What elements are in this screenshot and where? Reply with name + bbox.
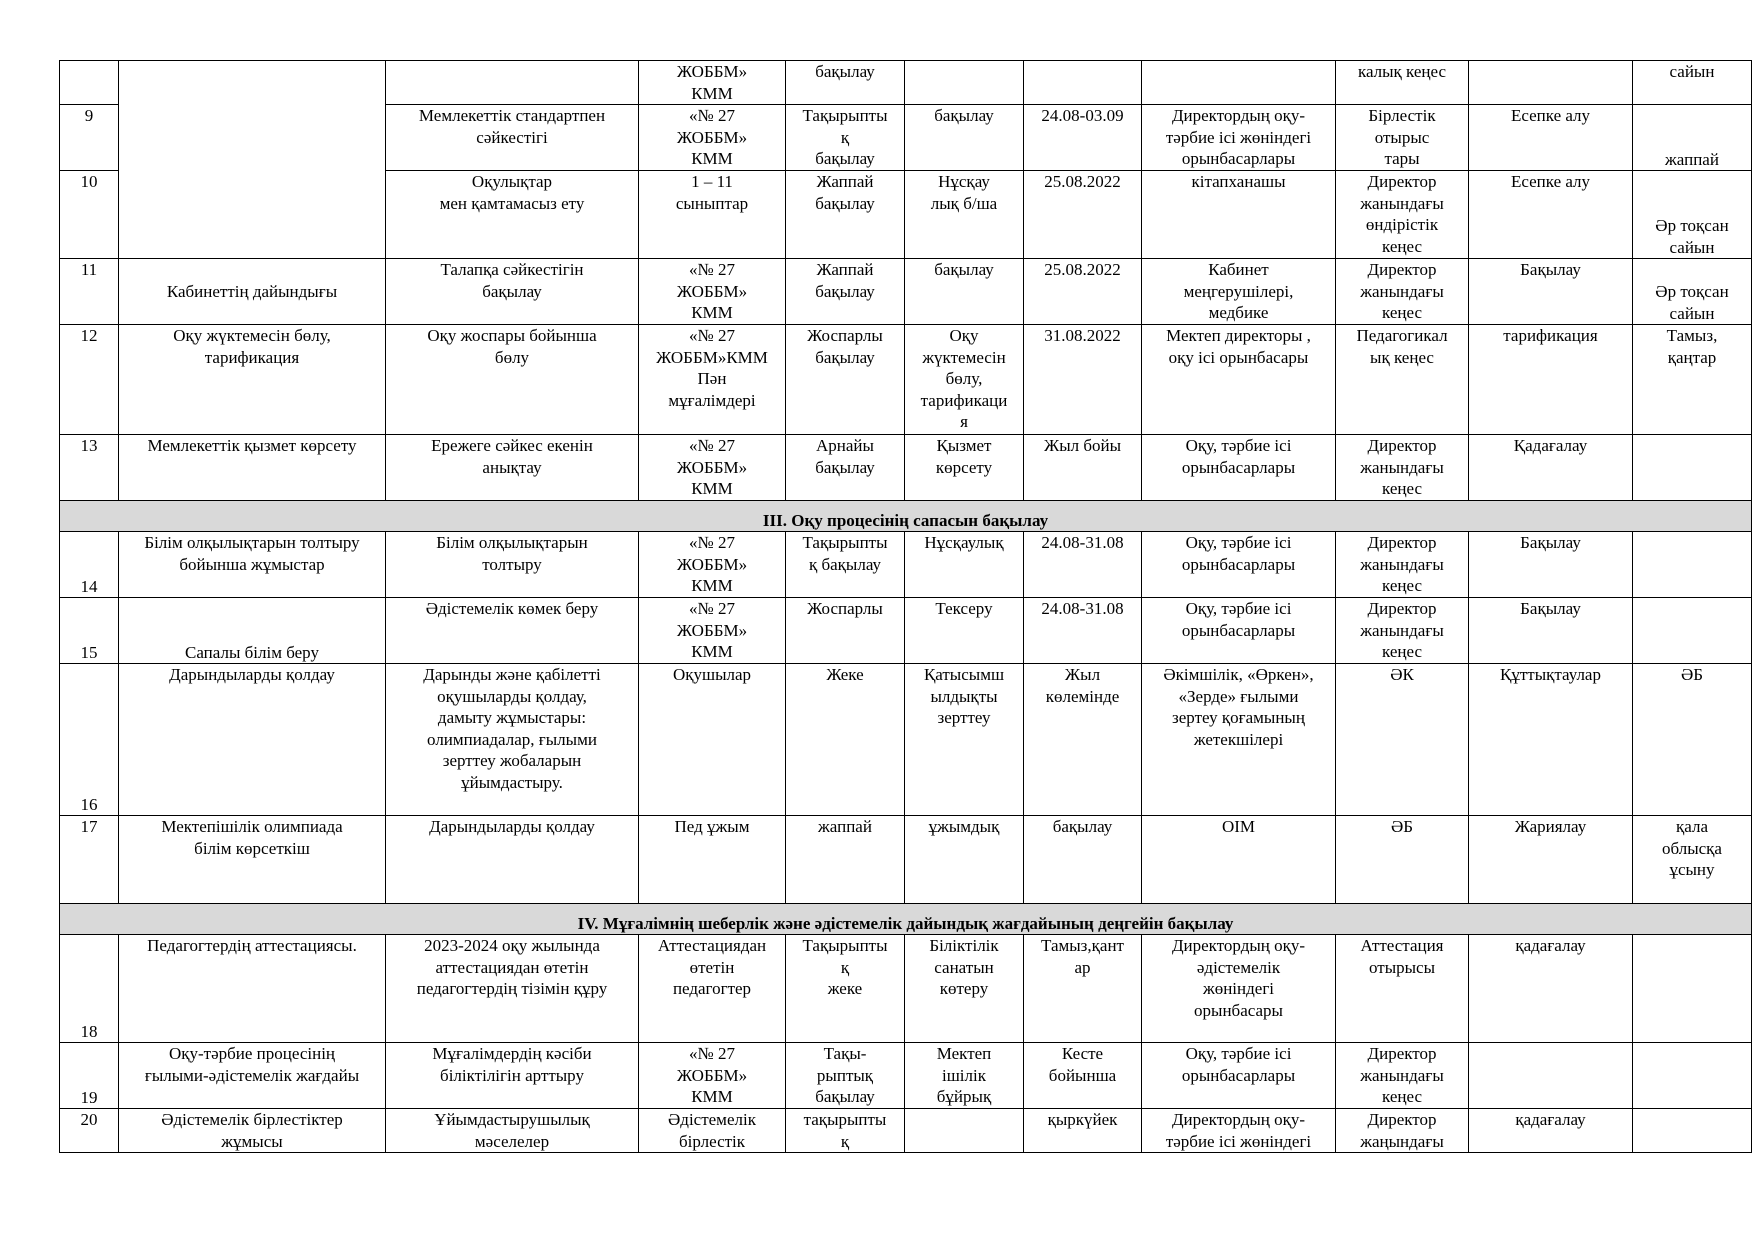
cell-method: Қатысымш ылдықты зерттеу <box>905 664 1024 816</box>
cell-date: 24.08-03.09 <box>1024 105 1142 171</box>
cell-object: «№ 27 ЖОББМ» КММ <box>639 105 786 171</box>
cell-where-heard: Педагогикал ық кеңес <box>1336 325 1469 435</box>
cell-content: Білім олқылықтарын толтыру <box>386 532 639 598</box>
cell-responsible: Кабинет меңгерушілері, медбике <box>1142 259 1336 325</box>
cell-object: «№ 27 ЖОББМ» КММ <box>639 598 786 664</box>
cell-frequency <box>1633 935 1752 1043</box>
cell-frequency: Әр тоқсан сайын <box>1633 171 1752 259</box>
cell-object: «№ 27 ЖОББМ» КММ <box>639 259 786 325</box>
cell-area <box>119 61 386 259</box>
cell-date: Жыл көлемінде <box>1024 664 1142 816</box>
cell-where-heard: калық кеңес <box>1336 61 1469 105</box>
cell-responsible: Оқу, тәрбие ісі орынбасарлары <box>1142 1043 1336 1109</box>
cell-where-heard: Директор жанындағы кеңес <box>1336 259 1469 325</box>
cell-object: ЖОББМ» КММ <box>639 61 786 105</box>
cell-content: Мұғалімдердің кәсіби біліктілігін арттыру <box>386 1043 639 1109</box>
cell-date: бақылау <box>1024 816 1142 904</box>
cell-content: Дарындыларды қолдау <box>386 816 639 904</box>
section-title: III. Оқу процесінің сапасын бақылау <box>60 501 1752 532</box>
cell-method <box>905 1109 1024 1153</box>
cell-type: Жаппай бақылау <box>786 259 905 325</box>
cell-where-heard: Директор жанындағы кеңес <box>1336 1043 1469 1109</box>
cell-type: Жоспарлы бақылау <box>786 325 905 435</box>
cell-where-heard: Директор жаңындағы <box>1336 1109 1469 1153</box>
cell-area: Білім олқылықтарын толтыру бойынша жұмыстар <box>119 532 386 598</box>
cell-frequency <box>1633 532 1752 598</box>
cell-decision: Бақылау <box>1469 598 1633 664</box>
cell-frequency: қала облысқа ұсыну <box>1633 816 1752 904</box>
cell-type: Арнайы бақылау <box>786 435 905 501</box>
cell-area: Педагогтердің аттестациясы. <box>119 935 386 1043</box>
cell-frequency: Тамыз, қаңтар <box>1633 325 1752 435</box>
cell-decision: Құттықтаулар <box>1469 664 1633 816</box>
cell-responsible: Директордың оқу- әдістемелік жөніндегі орынбасары <box>1142 935 1336 1043</box>
cell-number: 15 <box>60 598 119 664</box>
cell-number: 19 <box>60 1043 119 1109</box>
cell-decision <box>1469 1043 1633 1109</box>
cell-method: Тексеру <box>905 598 1024 664</box>
cell-content: Ұйымдастырушылық мәселелер <box>386 1109 639 1153</box>
cell-number: 20 <box>60 1109 119 1153</box>
cell-method: бақылау <box>905 259 1024 325</box>
cell-content: Дарынды және қабілетті оқушыларды қолдау, дамыту жұмыстары: олимпиадалар, ғылыми зерттеу жобаларын ұйымдастыру. <box>386 664 639 816</box>
table-row <box>60 1043 1752 1109</box>
cell-method: Мектеп ішілік бұйрық <box>905 1043 1024 1109</box>
cell-area: Дарындыларды қолдау <box>119 664 386 816</box>
cell-method: бақылау <box>905 105 1024 171</box>
cell-type: Жоспарлы <box>786 598 905 664</box>
table-row <box>60 325 1752 435</box>
cell-method: Біліктілік санатын көтеру <box>905 935 1024 1043</box>
cell-responsible: кітапханашы <box>1142 171 1336 259</box>
cell-where-heard: ӘБ <box>1336 816 1469 904</box>
cell-responsible: Мектеп директоры , оқу ісі орынбасары <box>1142 325 1336 435</box>
cell-object: «№ 27 ЖОББМ» КММ <box>639 435 786 501</box>
cell-frequency <box>1633 1043 1752 1109</box>
cell-type: бақылау <box>786 61 905 105</box>
cell-type: Жаппай бақылау <box>786 171 905 259</box>
cell-decision: тарификация <box>1469 325 1633 435</box>
cell-frequency: Әр тоқсан сайын <box>1633 259 1752 325</box>
table-row <box>60 598 1752 664</box>
cell-number: 12 <box>60 325 119 435</box>
cell-date: Тамыз,қант ар <box>1024 935 1142 1043</box>
table-row <box>60 532 1752 598</box>
cell-where-heard: ӘК <box>1336 664 1469 816</box>
table-row <box>60 259 1752 325</box>
cell-content: Оқулықтар мен қамтамасыз ету <box>386 171 639 259</box>
cell-number: 17 <box>60 816 119 904</box>
cell-number <box>60 61 119 105</box>
cell-decision: Есепке алу <box>1469 171 1633 259</box>
cell-responsible: Әкімшілік, «Өркен», «Зерде» ғылыми зертеу қоғамының жетекшілері <box>1142 664 1336 816</box>
cell-type: Тақы- рыптық бақылау <box>786 1043 905 1109</box>
cell-date: 25.08.2022 <box>1024 171 1142 259</box>
cell-frequency <box>1633 1109 1752 1153</box>
cell-content: 2023-2024 оқу жылында аттестациядан өтетін педагогтердің тізімін құру <box>386 935 639 1043</box>
cell-number: 16 <box>60 664 119 816</box>
table-row <box>60 1109 1752 1153</box>
cell-date: 31.08.2022 <box>1024 325 1142 435</box>
control-plan-table <box>59 60 1752 1153</box>
cell-date: 25.08.2022 <box>1024 259 1142 325</box>
cell-decision: Қадағалау <box>1469 435 1633 501</box>
cell-where-heard: Аттестация отырысы <box>1336 935 1469 1043</box>
table-row <box>60 816 1752 904</box>
cell-where-heard: Директор жанындағы өндірістік кеңес <box>1336 171 1469 259</box>
cell-where-heard: Директор жанындағы кеңес <box>1336 435 1469 501</box>
cell-frequency <box>1633 435 1752 501</box>
cell-object: 1 – 11 сыныптар <box>639 171 786 259</box>
cell-number: 10 <box>60 171 119 259</box>
cell-date: Кесте бойынша <box>1024 1043 1142 1109</box>
cell-decision: Есепке алу <box>1469 105 1633 171</box>
cell-area: Кабинеттің дайындығы <box>119 259 386 325</box>
cell-method <box>905 61 1024 105</box>
cell-type: Тақырыпты қ бақылау <box>786 105 905 171</box>
cell-date: 24.08-31.08 <box>1024 532 1142 598</box>
cell-decision: Бақылау <box>1469 532 1633 598</box>
cell-decision: қадағалау <box>1469 935 1633 1043</box>
cell-date: 24.08-31.08 <box>1024 598 1142 664</box>
cell-decision <box>1469 61 1633 105</box>
cell-method: Қызмет көрсету <box>905 435 1024 501</box>
cell-method: Нұсқаулық <box>905 532 1024 598</box>
cell-number: 18 <box>60 935 119 1043</box>
cell-responsible: Оқу, тәрбие ісі орынбасарлары <box>1142 435 1336 501</box>
cell-frequency: ӘБ <box>1633 664 1752 816</box>
cell-content: Оқу жоспары бойынша бөлу <box>386 325 639 435</box>
cell-content: Әдістемелік көмек беру <box>386 598 639 664</box>
section-header-row <box>60 501 1752 532</box>
cell-method: ұжымдық <box>905 816 1024 904</box>
cell-type: жаппай <box>786 816 905 904</box>
cell-area: Мектепішілік олимпиада білім көрсеткіш <box>119 816 386 904</box>
cell-content: Талапқа сәйкестігін бақылау <box>386 259 639 325</box>
cell-object: Аттестациядан өтетін педагогтер <box>639 935 786 1043</box>
section-title: IV. Мұғалімнің шеберлік және әдістемелік дайындық жағдайының деңгейін бақылау <box>60 904 1752 935</box>
cell-frequency: жаппай <box>1633 105 1752 171</box>
cell-type: Тақырыпты қ бақылау <box>786 532 905 598</box>
cell-area: Оқу жүктемесін бөлу, тарификация <box>119 325 386 435</box>
cell-area: Мемлекеттік қызмет көрсету <box>119 435 386 501</box>
cell-type: Жеке <box>786 664 905 816</box>
cell-responsible: Директордың оқу- тәрбие ісі жөніндегі орынбасарлары <box>1142 105 1336 171</box>
cell-date: Жыл бойы <box>1024 435 1142 501</box>
cell-responsible: Директордың оқу- тәрбие ісі жөніндегі <box>1142 1109 1336 1153</box>
cell-number: 14 <box>60 532 119 598</box>
cell-decision: Бақылау <box>1469 259 1633 325</box>
cell-content <box>386 61 639 105</box>
cell-object: Оқушылар <box>639 664 786 816</box>
cell-where-heard: Бірлестік отырыс тары <box>1336 105 1469 171</box>
cell-object: Әдістемелік бірлестік <box>639 1109 786 1153</box>
cell-frequency: сайын <box>1633 61 1752 105</box>
cell-object: «№ 27 ЖОББМ» КММ <box>639 532 786 598</box>
cell-area: Оқу-тәрбие процесінің ғылыми-әдістемелік жағдайы <box>119 1043 386 1109</box>
table-row <box>60 435 1752 501</box>
cell-number: 9 <box>60 105 119 171</box>
cell-method: Оқу жүктемесін бөлу, тарификаци я <box>905 325 1024 435</box>
cell-responsible: Оқу, тәрбие ісі орынбасарлары <box>1142 532 1336 598</box>
cell-number: 13 <box>60 435 119 501</box>
cell-frequency <box>1633 598 1752 664</box>
cell-date <box>1024 61 1142 105</box>
cell-date: қыркүйек <box>1024 1109 1142 1153</box>
cell-responsible: Оқу, тәрбие ісі орынбасарлары <box>1142 598 1336 664</box>
table-row <box>60 664 1752 816</box>
cell-object: «№ 27 ЖОББМ»КММ Пән мұғалімдері <box>639 325 786 435</box>
cell-method: Нұсқау лық б/ша <box>905 171 1024 259</box>
cell-area: Әдістемелік бірлестіктер жұмысы <box>119 1109 386 1153</box>
cell-object: Пед ұжым <box>639 816 786 904</box>
cell-content: Мемлекеттік стандартпен сәйкестігі <box>386 105 639 171</box>
cell-responsible <box>1142 61 1336 105</box>
cell-responsible: ОІМ <box>1142 816 1336 904</box>
table-row <box>60 935 1752 1043</box>
cell-type: Тақырыпты қ жеке <box>786 935 905 1043</box>
cell-where-heard: Директор жанындағы кеңес <box>1336 532 1469 598</box>
cell-object: «№ 27 ЖОББМ» КММ <box>639 1043 786 1109</box>
cell-type: тақырыпты қ <box>786 1109 905 1153</box>
cell-where-heard: Директор жанындағы кеңес <box>1336 598 1469 664</box>
cell-decision: Жариялау <box>1469 816 1633 904</box>
section-header-row <box>60 904 1752 935</box>
cell-content: Ережеге сәйкес екенін анықтау <box>386 435 639 501</box>
cell-area: Сапалы білім беру <box>119 598 386 664</box>
cell-number: 11 <box>60 259 119 325</box>
cell-decision: қадағалау <box>1469 1109 1633 1153</box>
table-row <box>60 61 1752 105</box>
